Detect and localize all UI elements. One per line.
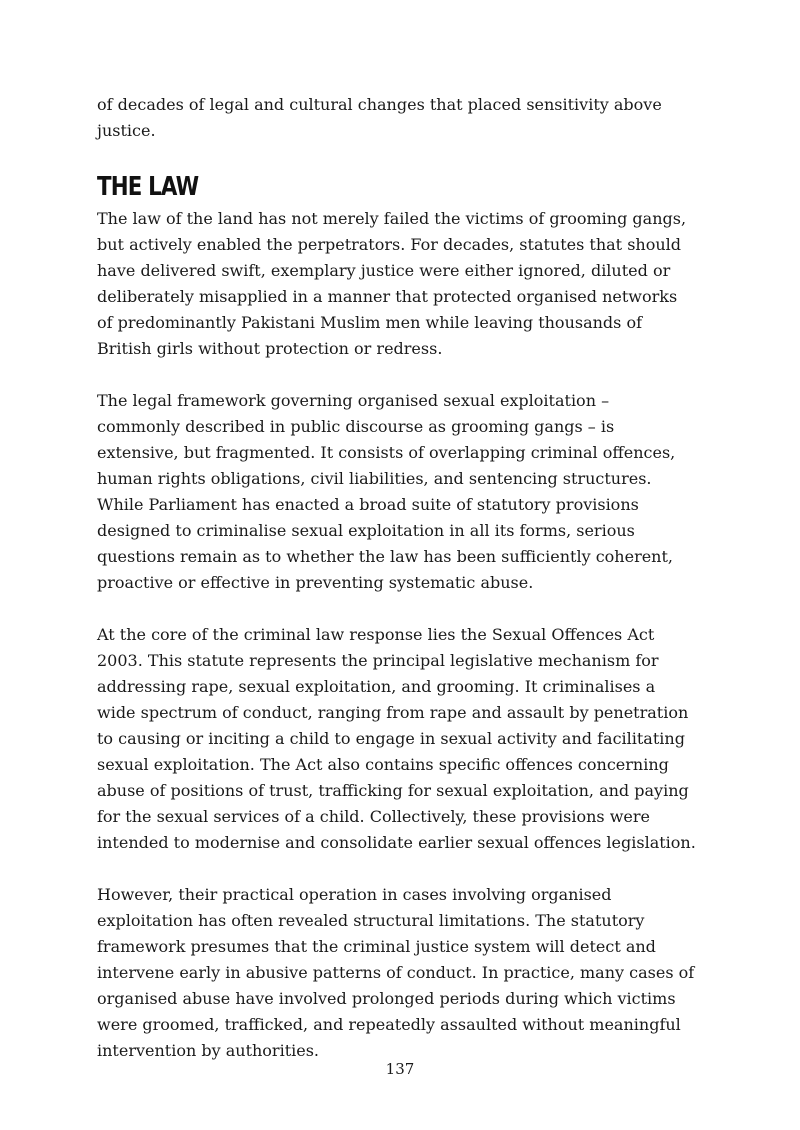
lead-text: of decades of legal and cultural changes that placed sensitivity above justice. — [97, 95, 662, 140]
body-paragraph: However, their practical operation in cases involving organised exploitation has often revealed structural limitations. The statutory framework presumes that the criminal justice system will detect and intervene early in abusive patterns of conduct. In practice, many cases of organised abuse have involved prolonged periods during which victims were groomed, trafficked, and repeatedly assaulted without meaningful intervention by authorities. — [97, 885, 695, 1060]
page-number: 137 — [385, 1060, 415, 1078]
body-paragraph: The legal framework governing organised sexual exploitation – commonly described in public discourse as grooming gangs – is extensive, but fragmented. It consists of overlapping criminal offences, human rights obligations, civil liabilities, and sentencing structures. While Parliament has enacted a broad suite of statutory provisions designed to criminalise sexual exploitation in all its forms, serious questions remain as to whether the law has been sufficiently coherent, proactive or effective in preventing systematic abuse. — [97, 391, 676, 592]
page-body — [97, 92, 697, 1064]
section-heading: THE LAW — [97, 172, 199, 202]
body-paragraph: At the core of the criminal law response lies the Sexual Offences Act 2003. This statute represents the principal legislative mechanism for addressing rape, sexual exploitation, and grooming. It criminalises a wide spectrum of conduct, ranging from rape and assault by penetration to causing or inciting a child to engage in sexual activity and facilitating sexual exploitation. The Act also contains specific offences concerning abuse of positions of trust, trafficking for sexual exploitation, and paying for the sexual services of a child. Collectively, these provisions were intended to modernise and consolidate earlier sexual offences legislation. — [97, 625, 696, 852]
body-paragraph: The law of the land has not merely failed the victims of grooming gangs, but actively enabled the perpetrators. For decades, statutes that should have delivered swift, exemplary justice were either ignored, diluted or deliberately misapplied in a manner that protected organised networks of predominantly Pakistani Muslim men while leaving thousands of British girls without protection or redress. — [97, 209, 687, 358]
